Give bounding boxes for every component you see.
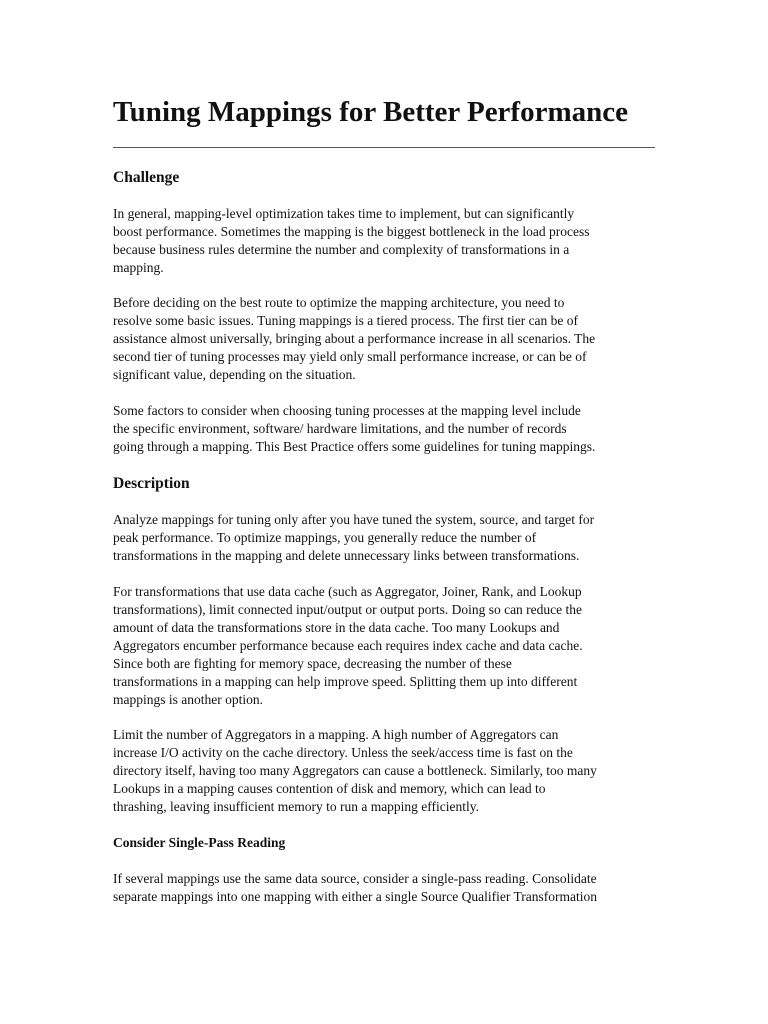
text-line: Some factors to consider when choosing tuning processes at the mapping level include	[113, 403, 581, 418]
description-paragraph-1	[113, 511, 658, 565]
text-line: transformations in a mapping can help improve speed. Splitting them up into different	[113, 674, 578, 689]
page-title: Tuning Mappings for Better Performance	[113, 96, 628, 128]
text-line: thrashing, leaving insufficient memory to run a mapping efficiently.	[113, 799, 480, 814]
text-line: directory itself, having too many Aggregators can cause a bottleneck. Similarly, too many	[113, 763, 597, 778]
challenge-paragraph-3	[113, 402, 658, 456]
text-line: going through a mapping. This Best Practice offers some guidelines for tuning mappings.	[113, 439, 596, 454]
description-paragraph-2	[113, 583, 658, 709]
text-line: boost performance. Sometimes the mapping is the biggest bottleneck in the load process	[113, 224, 590, 239]
title-divider	[113, 147, 655, 148]
text-line: significant value, depending on the situation.	[113, 367, 356, 382]
text-line: Analyze mappings for tuning only after you have tuned the system, source, and target for	[113, 512, 595, 527]
text-line: Aggregators encumber performance because each requires index cache and data cache.	[113, 638, 583, 653]
single-pass-heading: Consider Single-Pass Reading	[113, 835, 286, 850]
text-line: because business rules determine the number and complexity of transformations in a	[113, 242, 570, 257]
text-line: For transformations that use data cache (such as Aggregator, Joiner, Rank, and Lookup	[113, 584, 582, 599]
description-heading: Description	[113, 475, 190, 492]
text-line: the specific environment, software/ hardware limitations, and the number of records	[113, 421, 567, 436]
challenge-heading: Challenge	[113, 169, 180, 186]
text-line: resolve some basic issues. Tuning mappings is a tiered process. The first tier can be of	[113, 313, 579, 328]
text-line: separate mappings into one mapping with either a single Source Qualifier Transformation	[113, 889, 598, 904]
text-line: Since both are fighting for memory space, decreasing the number of these	[113, 656, 512, 671]
challenge-paragraph-1	[113, 205, 658, 277]
text-line: peak performance. To optimize mappings, you generally reduce the number of	[113, 530, 537, 545]
text-line: In general, mapping-level optimization takes time to implement, but can significantly	[113, 206, 575, 221]
text-line: Limit the number of Aggregators in a mapping. A high number of Aggregators can	[113, 727, 559, 742]
text-line: amount of data the transformations store in the data cache. Too many Lookups and	[113, 620, 560, 635]
text-line: transformations in the mapping and delete unnecessary links between transformations.	[113, 548, 580, 563]
text-line: assistance almost universally, bringing about a performance increase in all scenarios. The	[113, 331, 596, 346]
text-line: If several mappings use the same data source, consider a single-pass reading. Consolidate	[113, 871, 597, 886]
text-line: Lookups in a mapping causes contention of disk and memory, which can lead to	[113, 781, 546, 796]
text-line: increase I/O activity on the cache directory. Unless the seek/access time is fast on the	[113, 745, 573, 760]
text-line: transformations), limit connected input/output or output ports. Doing so can reduce the	[113, 602, 583, 617]
single-pass-paragraph-1	[113, 870, 658, 906]
challenge-paragraph-2	[113, 294, 658, 384]
text-line: second tier of tuning processes may yield only small performance increase, or can be of	[113, 349, 587, 364]
description-paragraph-3	[113, 726, 658, 816]
text-line: mappings is another option.	[113, 692, 263, 707]
text-line: mapping.	[113, 260, 164, 275]
text-line: Before deciding on the best route to optimize the mapping architecture, you need to	[113, 295, 565, 310]
